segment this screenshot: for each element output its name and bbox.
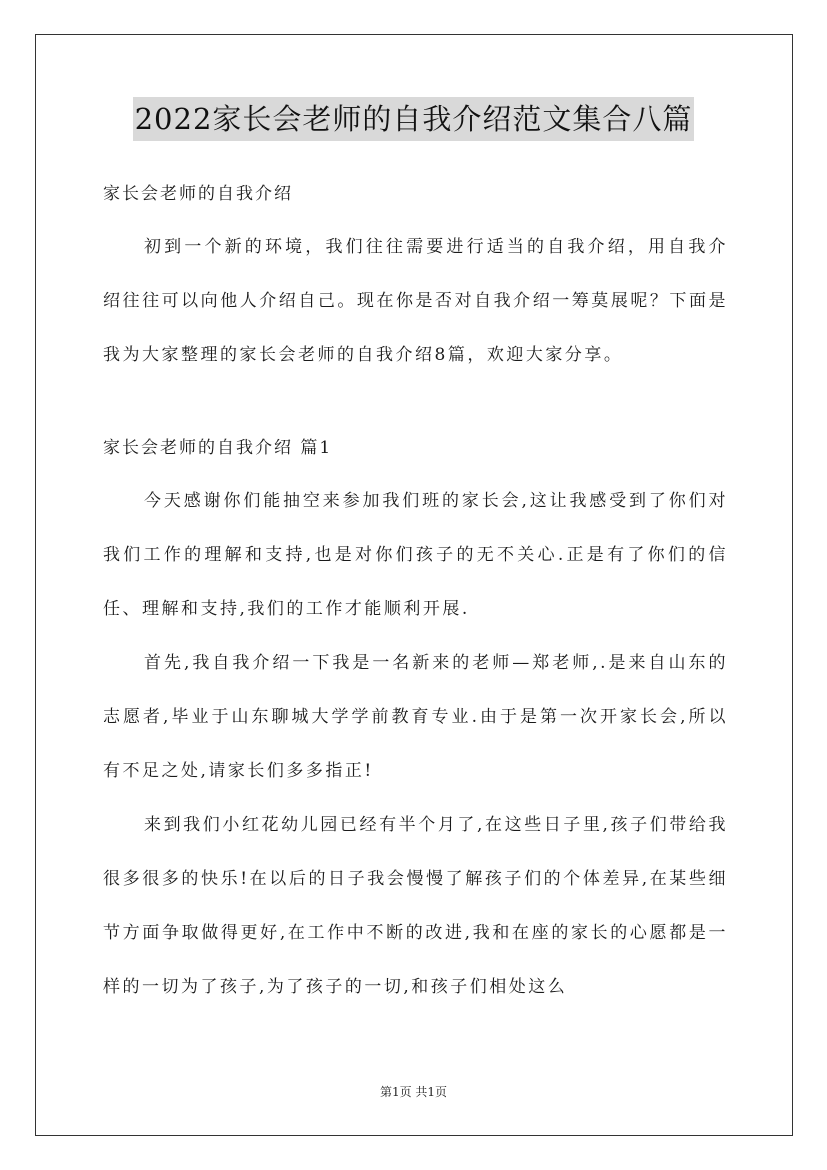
document-title: 2022家长会老师的自我介绍范文集合八篇 [133,97,695,141]
document-body [103,176,728,1014]
intro-paragraph: 初到一个新的环境，我们往往需要进行适当的自我介绍，用自我介绍往往可以向他人介绍自己。现在你是否对自我介绍一筹莫展呢？下面是我为大家整理的家长会老师的自我介绍8篇，欢迎大家分享。 [103,237,728,365]
body-paragraph-3: 来到我们小红花幼儿园已经有半个月了,在这些日子里,孩子们带给我很多很多的快乐!在以后的日子我会慢慢了解孩子们的个体差异,在某些细节方面争取做得更好,在工作中不断的改进,我和在座的家长的心愿都是一样的一切为了孩子,为了孩子的一切,和孩子们相处这么 [103,815,728,997]
page-footer: 第1页 共1页 [379,1085,448,1099]
section-heading: 家长会老师的自我介绍 篇1 [103,438,333,458]
intro-heading: 家长会老师的自我介绍 [103,184,293,204]
body-paragraph-1: 今天感谢你们能抽空来参加我们班的家长会,这让我感受到了你们对我们工作的理解和支持,也是对你们孩子的无不关心.正是有了你们的信任、理解和支持,我们的工作才能顺利开展. [103,491,728,619]
title-container [0,97,827,141]
body-paragraph-2: 首先,我自我介绍一下我是一名新来的老师—郑老师,.是来自山东的志愿者,毕业于山东聊城大学学前教育专业.由于是第一次开家长会,所以有不足之处,请家长们多多指正! [103,653,728,781]
